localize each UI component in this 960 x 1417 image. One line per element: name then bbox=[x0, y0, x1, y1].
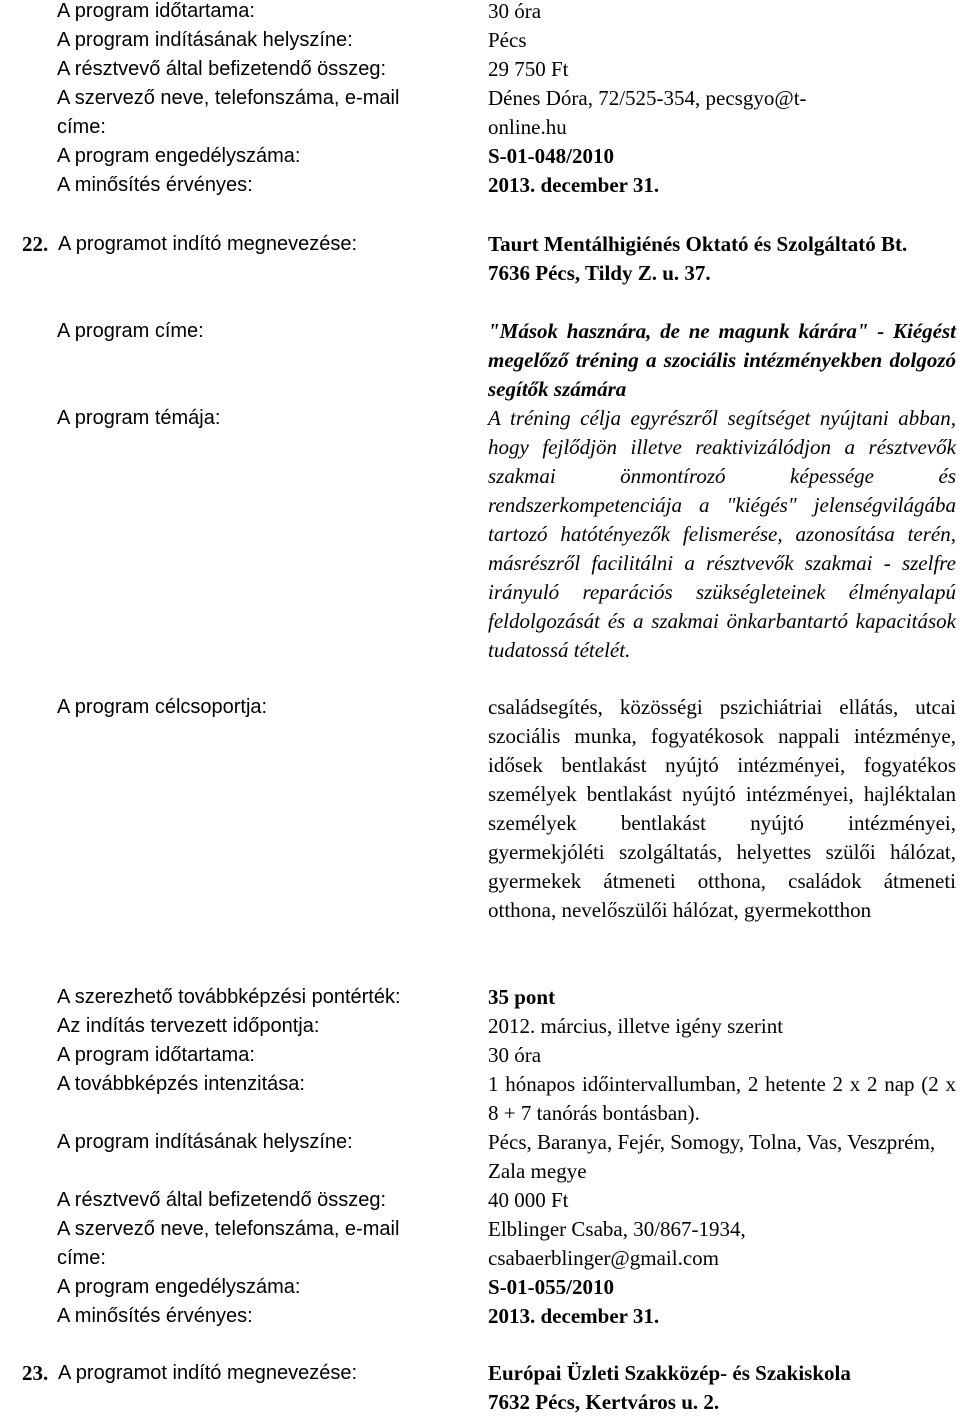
organizer-label: A szervező neve, telefonszáma, e-mail címe: bbox=[57, 87, 400, 138]
venue-label-22: A program indításának helyszíne: bbox=[57, 1131, 353, 1153]
launcher-value-23: Európai Üzleti Szakközép- és Szakiskola 7632 Pécs, Kertváros u. 2. bbox=[488, 1361, 851, 1414]
duration-label-22: A program időtartama: bbox=[57, 1044, 255, 1066]
intensity-label: A továbbképzés intenzitása: bbox=[57, 1073, 305, 1095]
theme-value: A tréning célja egyrészről segítséget nyújtani abban, hogy fejlődjön illetve reaktivizálódjon a résztvevők szakmai önmontírozó képessége és rendszerkompetenciája a "kiégés" jelenségvilágába tartozó hatótényezők felismerése, azonosítása terén, másrészről facilitálni a résztvevők szakmai - szelfre irányuló reparációs szükségleteinek élményalapú feldolgozását és a szakmai önkarbantartó kapacitások tudatossá tételét. bbox=[488, 406, 956, 662]
license-label-22: A program engedélyszáma: bbox=[57, 1276, 301, 1298]
duration-value: 30 óra bbox=[488, 0, 542, 23]
license-value: S-01-048/2010 bbox=[488, 144, 614, 168]
fee-label: A résztvevő által befizetendő összeg: bbox=[57, 58, 387, 80]
launcher-label-23: A programot indító megnevezése: bbox=[58, 1362, 358, 1384]
program-number: 22. bbox=[22, 232, 49, 256]
target-group-label: A program célcsoportja: bbox=[57, 696, 268, 718]
program-number-23: 23. bbox=[22, 1361, 49, 1385]
license-label: A program engedélyszáma: bbox=[57, 145, 301, 167]
fee-value-22: 40 000 Ft bbox=[488, 1188, 569, 1212]
validity-label: A minősítés érvényes: bbox=[57, 174, 253, 196]
organizer-value: Dénes Dóra, 72/525-354, pecsgyo@t- online.hu bbox=[488, 86, 807, 139]
launcher-value: Taurt Mentálhigiénés Oktató és Szolgáltató Bt. 7636 Pécs, Tildy Z. u. 37. bbox=[488, 232, 908, 285]
target-group-value: családsegítés, közösségi pszichiátriai ellátás, utcai szociális munka, fogyatékosok nappali intézménye, idősek bentlakást nyújtó intézményei, fogyatékos személyek bentlakást nyújtó intézményei, hajléktalan személyek bentlakást nyújtó intézményei, gyermekjóléti szolgáltatás, helyettes szülői hálózat, gyermekek átmeneti otthona, családok átmeneti otthona, nevelőszülői hálózat, gyermekotthon bbox=[488, 695, 956, 922]
license-value-22: S-01-055/2010 bbox=[488, 1275, 614, 1299]
start-label: Az indítás tervezett időpontja: bbox=[57, 1015, 320, 1037]
validity-label-22: A minősítés érvényes: bbox=[57, 1305, 253, 1327]
validity-value-22: 2013. december 31. bbox=[488, 1304, 660, 1328]
fee-label-22: A résztvevő által befizetendő összeg: bbox=[57, 1189, 387, 1211]
fee-value: 29 750 Ft bbox=[488, 57, 569, 81]
organizer-value-22: Elblinger Csaba, 30/867-1934, csabaerblinger@gmail.com bbox=[488, 1217, 746, 1270]
start-value: 2012. március, illetve igény szerint bbox=[488, 1014, 784, 1038]
title-label: A program címe: bbox=[57, 320, 204, 342]
points-label: A szerezhető továbbképzési pontérték: bbox=[57, 986, 401, 1008]
intensity-value: 1 hónapos időintervallumban, 2 hetente 2 x 2 nap (2 x 8 + 7 tanórás bontásban). bbox=[488, 1072, 956, 1125]
organizer-label-22: A szervező neve, telefonszáma, e-mail címe: bbox=[57, 1218, 400, 1269]
duration-label: A program időtartama: bbox=[57, 0, 255, 22]
theme-label: A program témája: bbox=[57, 407, 221, 429]
venue-value: Pécs bbox=[488, 28, 527, 52]
validity-value: 2013. december 31. bbox=[488, 173, 660, 197]
points-value: 35 pont bbox=[488, 985, 556, 1009]
launcher-label: A programot indító megnevezése: bbox=[58, 233, 358, 255]
venue-value-22: Pécs, Baranya, Fejér, Somogy, Tolna, Vas, Veszprém, Zala megye bbox=[488, 1130, 936, 1183]
duration-value-22: 30 óra bbox=[488, 1043, 542, 1067]
venue-label: A program indításának helyszíne: bbox=[57, 29, 353, 51]
title-value: "Mások hasznára, de ne magunk kárára" - Kiégést megelőző tréning a szociális intézményekben dolgozó segítők számára bbox=[488, 319, 956, 401]
